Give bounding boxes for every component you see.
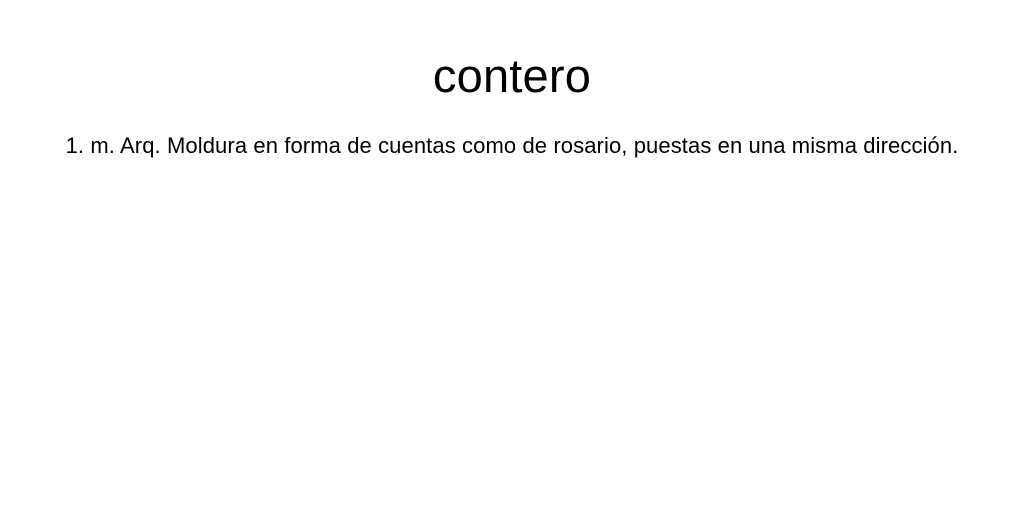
field-abbreviation: Arq. (120, 133, 161, 158)
definition-number: 1. (65, 133, 85, 158)
headword: contero (432, 49, 592, 102)
definition-1 (56, 127, 968, 165)
dictionary-entry (0, 0, 1024, 165)
definition-text: Moldura en forma de cuentas como de rosario, puestas en una misma dirección. (166, 133, 959, 158)
grammar-abbreviation: m. (90, 133, 115, 158)
